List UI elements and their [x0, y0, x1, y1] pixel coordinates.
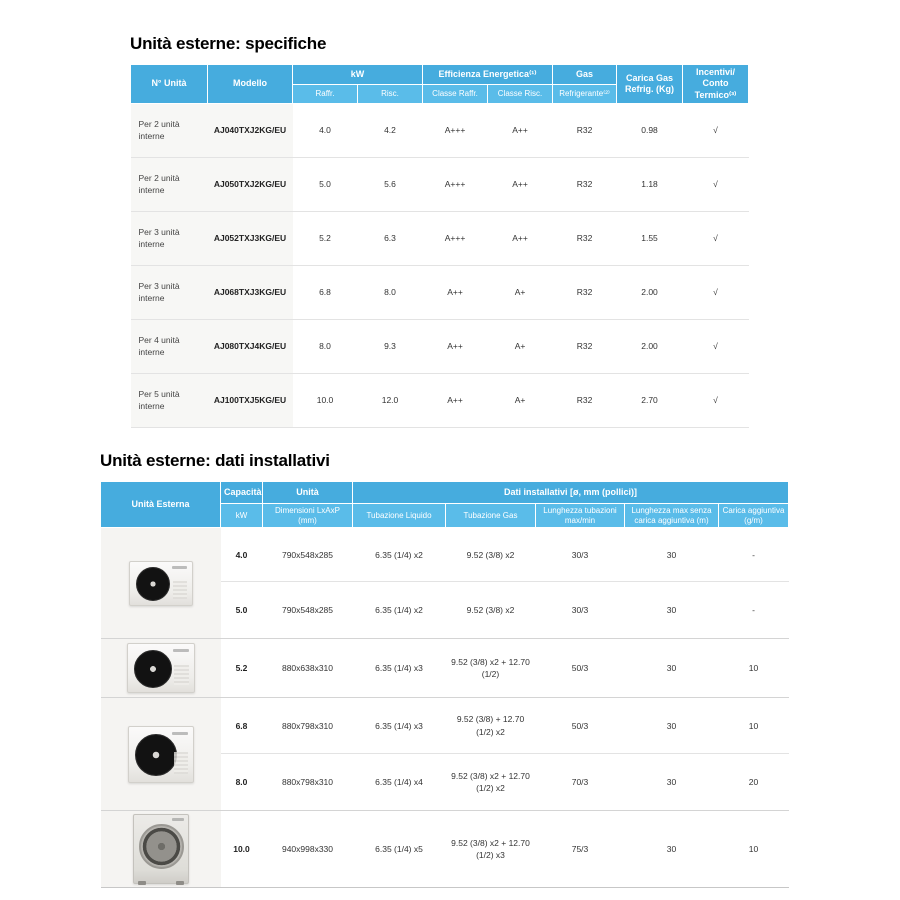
section-specifiche	[130, 34, 748, 428]
fan-icon	[139, 824, 184, 869]
cell-lunghezza-tubazioni: 30/3	[536, 582, 625, 639]
subheader-refrigerante: Refrigerante⁽²⁾	[553, 84, 617, 103]
cell-tubazione-liquido: 6.35 (1/4) x3	[353, 639, 446, 698]
cell-classe-raffr: A+++	[423, 157, 488, 211]
cell-dimensioni: 790x548x285	[263, 582, 353, 639]
subheader-carica-aggiuntiva: Carica aggiuntiva (g/m)	[719, 504, 789, 528]
cell-unit-image	[101, 528, 221, 639]
cell-kw-raffr: 4.0	[293, 103, 358, 157]
cell-carica: 1.55	[617, 211, 683, 265]
cell-lunghezza-tubazioni: 30/3	[536, 528, 625, 582]
subheader-classe-risc: Classe Risc.	[488, 84, 553, 103]
cell-tubazione-liquido: 6.35 (1/4) x4	[353, 754, 446, 811]
table-row	[131, 157, 749, 211]
cell-kw-raffr: 5.2	[293, 211, 358, 265]
table-row	[131, 211, 749, 265]
cell-classe-risc: A++	[488, 157, 553, 211]
section-title-dati-installativi: Unità esterne: dati installativi	[100, 451, 330, 470]
cell-tubazione-gas: 9.52 (3/8) + 12.70 (1/2) x2	[446, 698, 536, 754]
table-row	[101, 698, 789, 754]
cell-carica: 2.70	[617, 373, 683, 427]
cell-lunghezza-tubazioni: 50/3	[536, 698, 625, 754]
outdoor-unit-photo	[127, 643, 195, 693]
cell-dimensioni: 880x798x310	[263, 698, 353, 754]
cell-tubazione-liquido: 6.35 (1/4) x2	[353, 582, 446, 639]
cell-capacita: 6.8	[221, 698, 263, 754]
cell-gas: R32	[553, 373, 617, 427]
cell-carica-aggiuntiva: 20	[719, 754, 789, 811]
cell-modello: AJ080TXJ4KG/EU	[208, 319, 293, 373]
brand-logo	[172, 818, 184, 821]
cell-kw-risc: 4.2	[358, 103, 423, 157]
header-incentivi: Incentivi/ Conto Termico⁽³⁾	[683, 65, 749, 104]
header-unita-esterna: Unità Esterna	[101, 482, 221, 528]
cell-kw-raffr: 5.0	[293, 157, 358, 211]
cell-kw-raffr: 10.0	[293, 373, 358, 427]
cell-tubazione-gas: 9.52 (3/8) x2 + 12.70 (1/2) x3	[446, 811, 536, 888]
cell-gas: R32	[553, 319, 617, 373]
header-group-kw: kW	[293, 65, 423, 85]
header-group-capacita: Capacità	[221, 482, 263, 504]
cell-dimensioni: 880x798x310	[263, 754, 353, 811]
table-row	[101, 811, 789, 888]
cell-classe-raffr: A+++	[423, 103, 488, 157]
cell-modello: AJ040TXJ2KG/EU	[208, 103, 293, 157]
cell-classe-risc: A+	[488, 319, 553, 373]
cell-modello: AJ100TXJ5KG/EU	[208, 373, 293, 427]
brand-logo	[173, 649, 189, 652]
table-row	[101, 528, 789, 582]
header-group-unita: Unità	[263, 482, 353, 504]
cell-carica-aggiuntiva: -	[719, 582, 789, 639]
cell-gas: R32	[553, 265, 617, 319]
cell-incentivi-check: √	[683, 319, 749, 373]
subheader-dimensioni: Dimensioni LxAxP (mm)	[263, 504, 353, 528]
cell-carica-aggiuntiva: -	[719, 528, 789, 582]
cell-lunghezza-tubazioni: 50/3	[536, 639, 625, 698]
cell-n-unita: Per 2 unità interne	[131, 157, 208, 211]
cell-lunghezza-max: 30	[625, 811, 719, 888]
header-carica-gas: Carica Gas Refrig. (Kg)	[617, 65, 683, 104]
header-modello: Modello	[208, 65, 293, 104]
cell-lunghezza-tubazioni: 75/3	[536, 811, 625, 888]
table-row	[131, 319, 749, 373]
cell-carica: 2.00	[617, 265, 683, 319]
install-table-header	[101, 482, 789, 528]
cell-gas: R32	[553, 211, 617, 265]
cell-incentivi-check: √	[683, 211, 749, 265]
cell-capacita: 4.0	[221, 528, 263, 582]
unit-vents	[174, 752, 188, 774]
cell-n-unita: Per 3 unità interne	[131, 211, 208, 265]
cell-incentivi-check: √	[683, 103, 749, 157]
brand-logo	[172, 732, 188, 735]
cell-classe-risc: A++	[488, 211, 553, 265]
header-group-dati-installativi: Dati installativi [ø, mm (pollici)]	[353, 482, 789, 504]
spec-table-header	[131, 65, 749, 104]
unit-foot	[176, 881, 184, 885]
cell-incentivi-check: √	[683, 265, 749, 319]
section-title-specifiche: Unità esterne: specifiche	[130, 34, 327, 53]
subheader-risc: Risc.	[358, 84, 423, 103]
subheader-lunghezza-tubazioni: Lunghezza tubazioni max/min	[536, 504, 625, 528]
cell-classe-risc: A+	[488, 373, 553, 427]
cell-lunghezza-max: 30	[625, 528, 719, 582]
cell-tubazione-gas: 9.52 (3/8) x2 + 12.70 (1/2) x2	[446, 754, 536, 811]
cell-tubazione-gas: 9.52 (3/8) x2	[446, 528, 536, 582]
cell-n-unita: Per 3 unità interne	[131, 265, 208, 319]
cell-dimensioni: 880x638x310	[263, 639, 353, 698]
cell-kw-risc: 5.6	[358, 157, 423, 211]
cell-tubazione-gas: 9.52 (3/8) x2	[446, 582, 536, 639]
cell-unit-image	[101, 639, 221, 698]
cell-n-unita: Per 4 unità interne	[131, 319, 208, 373]
subheader-kw: kW	[221, 504, 263, 528]
cell-kw-risc: 6.3	[358, 211, 423, 265]
cell-kw-raffr: 8.0	[293, 319, 358, 373]
fan-icon	[136, 567, 170, 601]
cell-carica: 0.98	[617, 103, 683, 157]
brand-logo	[172, 566, 187, 569]
unit-vents	[174, 665, 189, 685]
fan-icon	[134, 650, 172, 688]
cell-kw-risc: 9.3	[358, 319, 423, 373]
cell-gas: R32	[553, 103, 617, 157]
cell-dimensioni: 940x998x330	[263, 811, 353, 888]
cell-incentivi-check: √	[683, 157, 749, 211]
cell-classe-risc: A+	[488, 265, 553, 319]
cell-carica-aggiuntiva: 10	[719, 811, 789, 888]
subheader-raffr: Raffr.	[293, 84, 358, 103]
install-table	[100, 481, 789, 888]
cell-n-unita: Per 5 unità interne	[131, 373, 208, 427]
cell-kw-risc: 8.0	[358, 265, 423, 319]
unit-foot	[138, 881, 146, 885]
cell-capacita: 8.0	[221, 754, 263, 811]
cell-unit-image	[101, 811, 221, 888]
cell-incentivi-check: √	[683, 373, 749, 427]
table-row	[131, 265, 749, 319]
cell-capacita: 5.2	[221, 639, 263, 698]
cell-modello: AJ050TXJ2KG/EU	[208, 157, 293, 211]
outdoor-unit-photo	[128, 726, 194, 783]
cell-carica-aggiuntiva: 10	[719, 698, 789, 754]
subheader-tubazione-liquido: Tubazione Liquido	[353, 504, 446, 528]
cell-classe-risc: A++	[488, 103, 553, 157]
section-dati-installativi	[100, 451, 788, 888]
table-row	[131, 373, 749, 427]
cell-kw-risc: 12.0	[358, 373, 423, 427]
cell-capacita: 10.0	[221, 811, 263, 888]
table-row	[131, 103, 749, 157]
table-row	[101, 639, 789, 698]
cell-kw-raffr: 6.8	[293, 265, 358, 319]
cell-dimensioni: 790x548x285	[263, 528, 353, 582]
spec-table	[130, 64, 749, 428]
fan-icon	[135, 734, 177, 776]
cell-tubazione-liquido: 6.35 (1/4) x5	[353, 811, 446, 888]
cell-tubazione-liquido: 6.35 (1/4) x2	[353, 528, 446, 582]
cell-carica-aggiuntiva: 10	[719, 639, 789, 698]
header-group-gas: Gas	[553, 65, 617, 85]
subheader-classe-raffr: Classe Raffr.	[423, 84, 488, 103]
outdoor-unit-photo	[133, 814, 189, 884]
cell-tubazione-liquido: 6.35 (1/4) x3	[353, 698, 446, 754]
cell-classe-raffr: A++	[423, 319, 488, 373]
cell-tubazione-gas: 9.52 (3/8) x2 + 12.70 (1/2)	[446, 639, 536, 698]
cell-classe-raffr: A++	[423, 373, 488, 427]
cell-carica: 2.00	[617, 319, 683, 373]
unit-vents	[173, 581, 187, 599]
cell-modello: AJ068TXJ3KG/EU	[208, 265, 293, 319]
subheader-tubazione-gas: Tubazione Gas	[446, 504, 536, 528]
cell-n-unita: Per 2 unità interne	[131, 103, 208, 157]
cell-classe-raffr: A+++	[423, 211, 488, 265]
cell-classe-raffr: A++	[423, 265, 488, 319]
cell-gas: R32	[553, 157, 617, 211]
cell-capacita: 5.0	[221, 582, 263, 639]
cell-lunghezza-max: 30	[625, 582, 719, 639]
header-n-unita: N° Unità	[131, 65, 208, 104]
cell-carica: 1.18	[617, 157, 683, 211]
subheader-lunghezza-max: Lunghezza max senza carica aggiuntiva (m)	[625, 504, 719, 528]
cell-unit-image	[101, 698, 221, 811]
cell-lunghezza-max: 30	[625, 698, 719, 754]
cell-lunghezza-tubazioni: 70/3	[536, 754, 625, 811]
cell-lunghezza-max: 30	[625, 754, 719, 811]
cell-lunghezza-max: 30	[625, 639, 719, 698]
cell-modello: AJ052TXJ3KG/EU	[208, 211, 293, 265]
outdoor-unit-photo	[129, 561, 193, 606]
header-group-efficienza: Efficienza Energetica⁽¹⁾	[423, 65, 553, 85]
